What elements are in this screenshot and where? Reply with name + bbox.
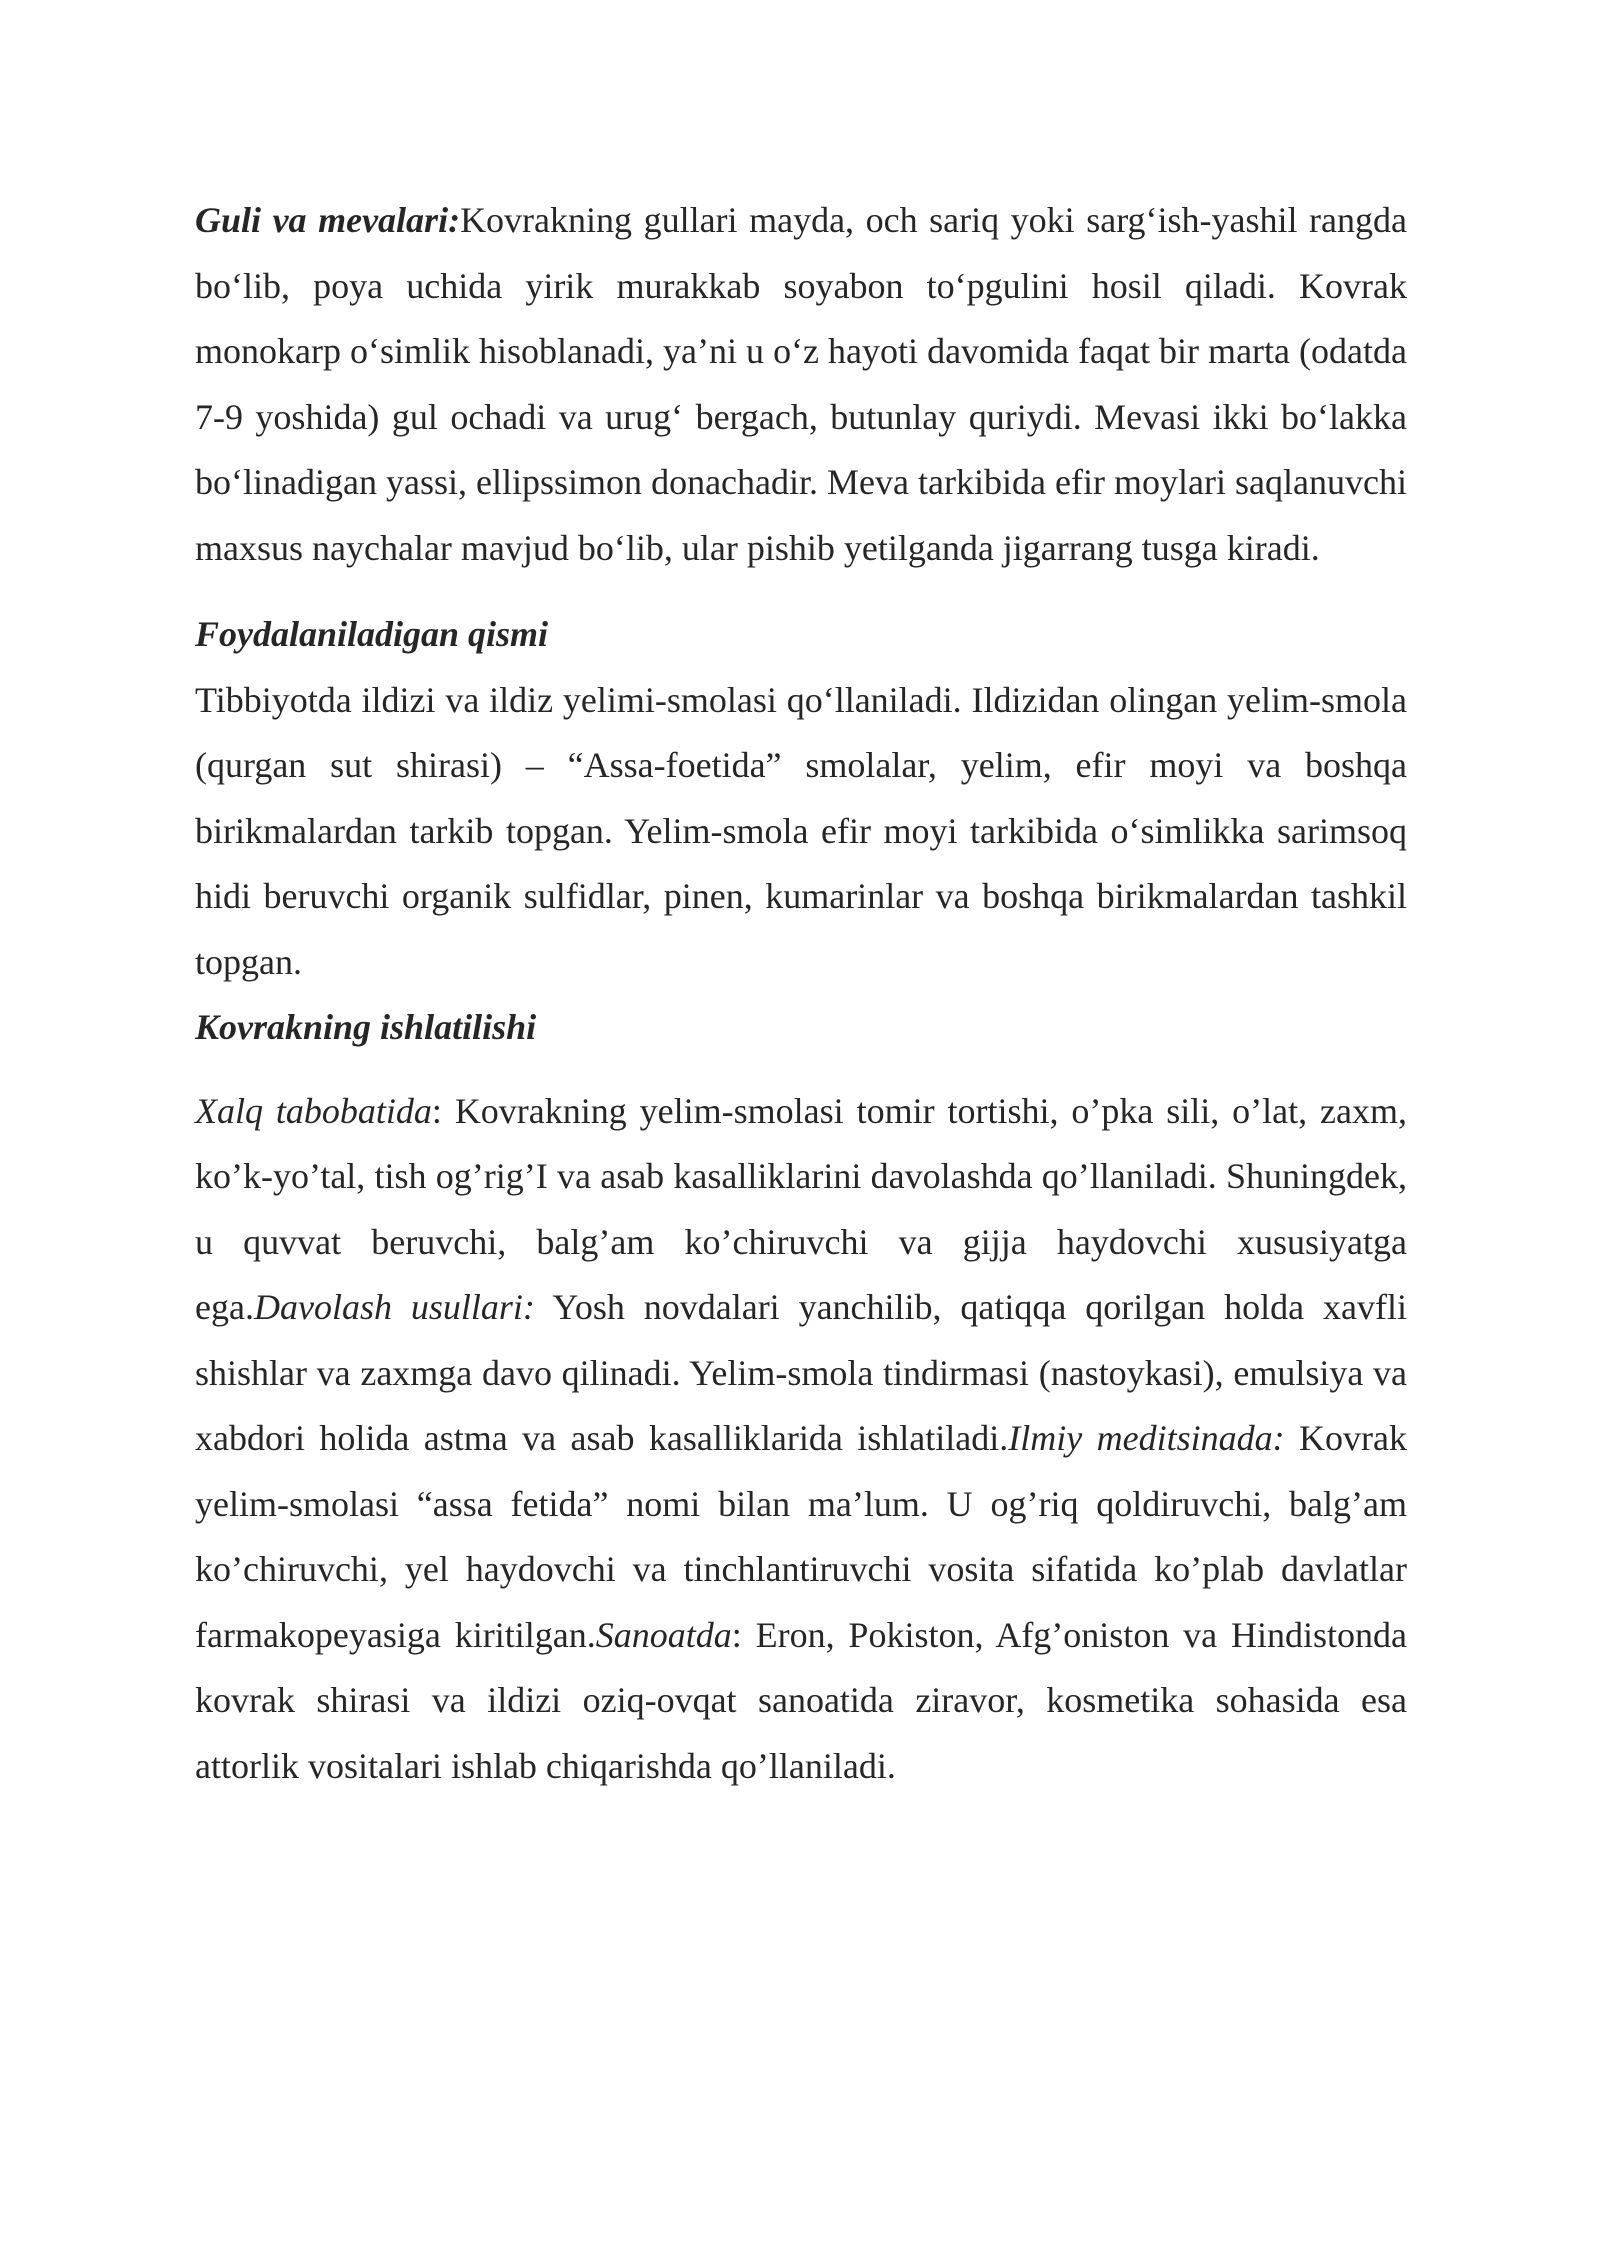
heading-usage — [195, 995, 1407, 1061]
heading-used-part — [195, 602, 1407, 668]
label-scientific-medicine: Ilmiy meditsinada: — [1008, 1418, 1285, 1458]
paragraph-usage — [195, 1079, 1407, 1800]
heading-usage-text: Kovrakning ishlatilishi — [195, 1007, 537, 1047]
paragraph-used-part — [195, 668, 1407, 996]
label-industry: Sanoatda — [595, 1614, 732, 1655]
text-treatment-methods: Yosh novdalari yanchilib, qatiqqa qorilgan holda xavfli shishlar va zaxmga davo qilinadi. Yelim-smola tindirmasi (nastoykasi), emulsiya va xabdori holida astma va asab kasalliklarida ishlatiladi. — [195, 1287, 1407, 1458]
heading-used-part-text: Foydalaniladigan qismi — [195, 614, 549, 654]
label-folk-medicine: Xalq tabobatida — [195, 1090, 432, 1131]
label-treatment-methods: Davolash usullari: — [253, 1287, 535, 1327]
text-industry: : Eron, Pokiston, Afg’oniston va Hindistonda kovrak shirasi va ildizi oziq-ovqat sanoatida ziravor, kosmetika sohasida esa attorlik vositalari ishlab chiqarishda qo’llaniladi. — [195, 1614, 1407, 1786]
paragraph-flowers-fruits — [195, 188, 1407, 581]
text-folk-medicine: : Kovrakning yelim-smolasi tomir tortishi, o’pka sili, o’lat, zaxm, ko’k-yo’tal, tish og’rig’I va asab kasalliklarini davolashda qo’llaniladi. Shuningdek, u quvvat beruvchi, balg’am ko’chiruvchi va gijja haydovchi xususiyatga ega. — [195, 1090, 1407, 1327]
text-flowers-fruits: Kovrakning gullari mayda, och sariq yoki sarg‘ish-yashil rangda bo‘lib, poya uchida yirik murakkab soyabon to‘pgulini hosil qiladi. Kovrak monokarp o‘simlik hisoblanadi, ya’ni u o‘z hayoti davomida faqat bir marta (odatda 7-9 yoshida) gul ochadi va urug‘ bergach, butunlay quriydi. Mevasi ikki bo‘lakka bo‘linadigan yassi, ellipssimon donachadir. Meva tarkibida efir moylari saqlanuvchi maxsus naychalar mavjud bo‘lib, ular pishib yetilganda jigarrang tusga kiradi. — [195, 200, 1407, 568]
text-scientific-medicine: Kovrak yelim-smolasi “assa fetida” nomi bilan ma’lum. U og’riq qoldiruvchi, balg’am ko’chiruvchi, yel haydovchi va tinchlantiruvchi vosita sifatida ko’plab davlatlar farmakopeyasiga kiritilgan. — [195, 1418, 1408, 1655]
heading-flowers-fruits: Guli va mevalari: — [195, 200, 461, 240]
text-used-part: Tibbiyotda ildizi va ildiz yelimi-smolasi qo‘llaniladi. Ildizidan olingan yelim-smola (qurgan sut shirasi) – “Assa-foetida” smolalar, yelim, efir moyi va boshqa birikmalardan tarkib topgan. Yelim-smola efir moyi tarkibida o‘simlikka sarimsoq hidi beruvchi organik sulfidlar, pinen, kumarinlar va boshqa birikmalardan tashkil topgan. — [195, 679, 1407, 982]
document-page — [195, 188, 1407, 1799]
